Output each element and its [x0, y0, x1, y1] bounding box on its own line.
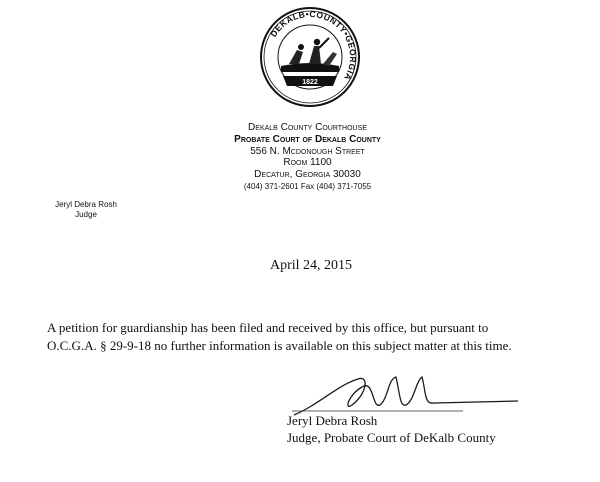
body-line-2: O.C.G.A. § 29-9-18 no further information is available on this subject matter at this time.	[47, 337, 512, 353]
letter-date: April 24, 2015	[269, 258, 353, 273]
signer-title: Judge, Probate Court of DeKalb County	[287, 429, 496, 445]
letterhead	[200, 122, 415, 191]
letterhead-city: Decatur, Georgia 30030	[254, 169, 361, 181]
letterhead-room: Room 1100	[283, 157, 332, 169]
letterhead-court-name: Probate Court of Dekalb County	[234, 133, 381, 145]
letter-body	[47, 319, 567, 354]
letterhead-phone: (404) 371-2601 Fax (404) 371-7055	[243, 181, 372, 191]
body-line-1: A petition for guardianship has been filed and received by this office, but pursuant to	[47, 320, 489, 335]
county-seal	[259, 6, 361, 108]
signer-name: Jeryl Debra Rosh	[287, 413, 378, 428]
judge-header-name: Jeryl Debra Rosh	[55, 200, 117, 209]
seal-ring-text: DEKALB•COUNTY•GEORGIA	[268, 8, 359, 83]
seal-year: 1822	[302, 79, 318, 86]
judge-header-block	[46, 200, 126, 219]
signature-block	[287, 413, 496, 447]
judge-header-title: Judge	[75, 209, 97, 219]
letterhead-courthouse: Dekalb County Courthouse	[248, 122, 367, 133]
letterhead-street: 556 N. Mcdonough Street	[250, 145, 365, 157]
